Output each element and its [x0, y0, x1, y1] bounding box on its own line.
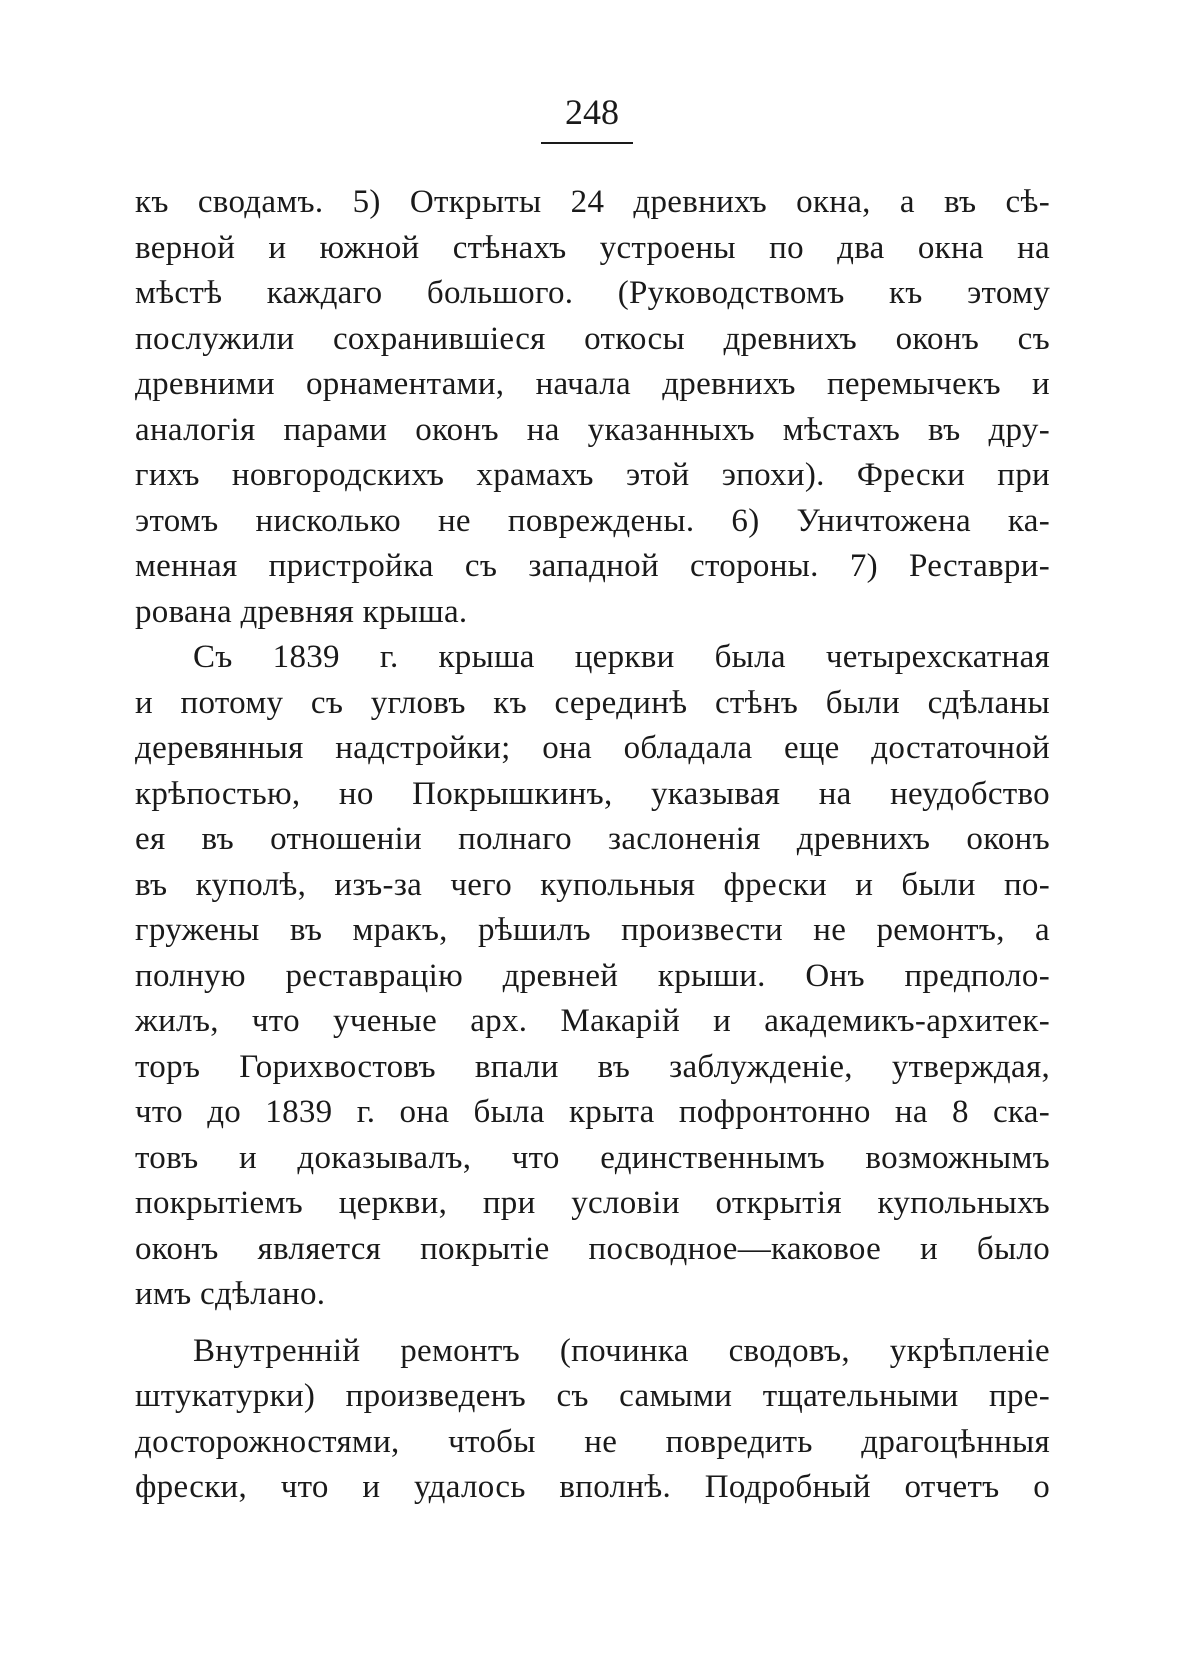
text-line: верной и южной стѣнахъ устроены по два окна на	[135, 229, 1050, 266]
text-line: фрески, что и удалось вполнѣ. Подробный отчетъ о	[135, 1469, 1050, 1505]
paragraph	[135, 635, 1050, 1318]
paragraph-gap	[135, 1318, 1050, 1329]
text-line: ея въ отношеніи полнаго заслоненія древнихъ оконъ	[135, 821, 1050, 857]
text-line: мѣстѣ каждаго большого. (Руководствомъ къ этому	[135, 275, 1050, 311]
text-line: покрытіемъ церкви, при условіи открытія купольныхъ	[135, 1185, 1050, 1221]
text-line: Съ 1839 г. крыша церкви была четырехскатная	[193, 639, 1050, 675]
text-line: послужили сохранившіеся откосы древнихъ оконъ съ	[135, 320, 1050, 357]
text-line: оконъ является покрытіе посводное—каковое и было	[135, 1230, 1050, 1267]
text-line: Внутренній ремонтъ (починка сводовъ, укрѣпленіе	[193, 1332, 1050, 1369]
text-line: гружены въ мракъ, рѣшилъ произвести не ремонтъ, а	[135, 912, 1050, 948]
text-line: торъ Горихвостовъ впали въ заблужденіе, утверждая,	[135, 1048, 1050, 1085]
text-line: крѣпостью, но Покрышкинъ, указывая на неудобство	[135, 775, 1050, 812]
text-line: штукатурки) произведенъ съ самыми тщательными пре-	[135, 1378, 1050, 1414]
text-line: и потому съ угловъ къ серединѣ стѣнъ были сдѣланы	[135, 684, 1050, 721]
text-line: менная пристройка съ западной стороны. 7) Реставри-	[135, 548, 1050, 584]
text-line: имъ сдѣлано.	[135, 1276, 326, 1312]
text-line: полную реставрацію древней крыши. Онъ предполо-	[135, 957, 1050, 994]
paragraph	[135, 180, 1050, 635]
page-number-underline	[541, 142, 633, 144]
text-line: что до 1839 г. она была крыта пофронтонно на 8 ска-	[135, 1094, 1050, 1130]
text-line: рована древняя крыша.	[135, 593, 468, 630]
text-line: гихъ новгородскихъ храмахъ этой эпохи). Фрески при	[135, 457, 1050, 493]
text-line: этомъ нисколько не повреждены. 6) Уничтожена ка-	[135, 502, 1050, 539]
text-line: древними орнаментами, начала древнихъ перемычекъ и	[135, 366, 1050, 402]
page-number: 248	[565, 92, 619, 132]
text-line: досторожностями, чтобы не повредить драгоцѣнныя	[135, 1423, 1050, 1460]
text-line: жилъ, что ученые арх. Макарій и академикъ-архитек-	[135, 1003, 1050, 1039]
body-text	[135, 180, 1050, 1511]
text-line: деревянныя надстройки; она обладала еще достаточной	[135, 730, 1050, 766]
text-line: товъ и доказывалъ, что единственнымъ возможнымъ	[135, 1139, 1050, 1176]
paragraph	[135, 1329, 1050, 1511]
text-line: къ сводамъ. 5) Открыты 24 древнихъ окна, а въ сѣ-	[135, 184, 1050, 220]
text-line: въ куполѣ, изъ-за чего купольныя фрески и были по-	[135, 866, 1050, 903]
text-line: аналогія парами оконъ на указанныхъ мѣстахъ въ дру-	[135, 411, 1050, 448]
